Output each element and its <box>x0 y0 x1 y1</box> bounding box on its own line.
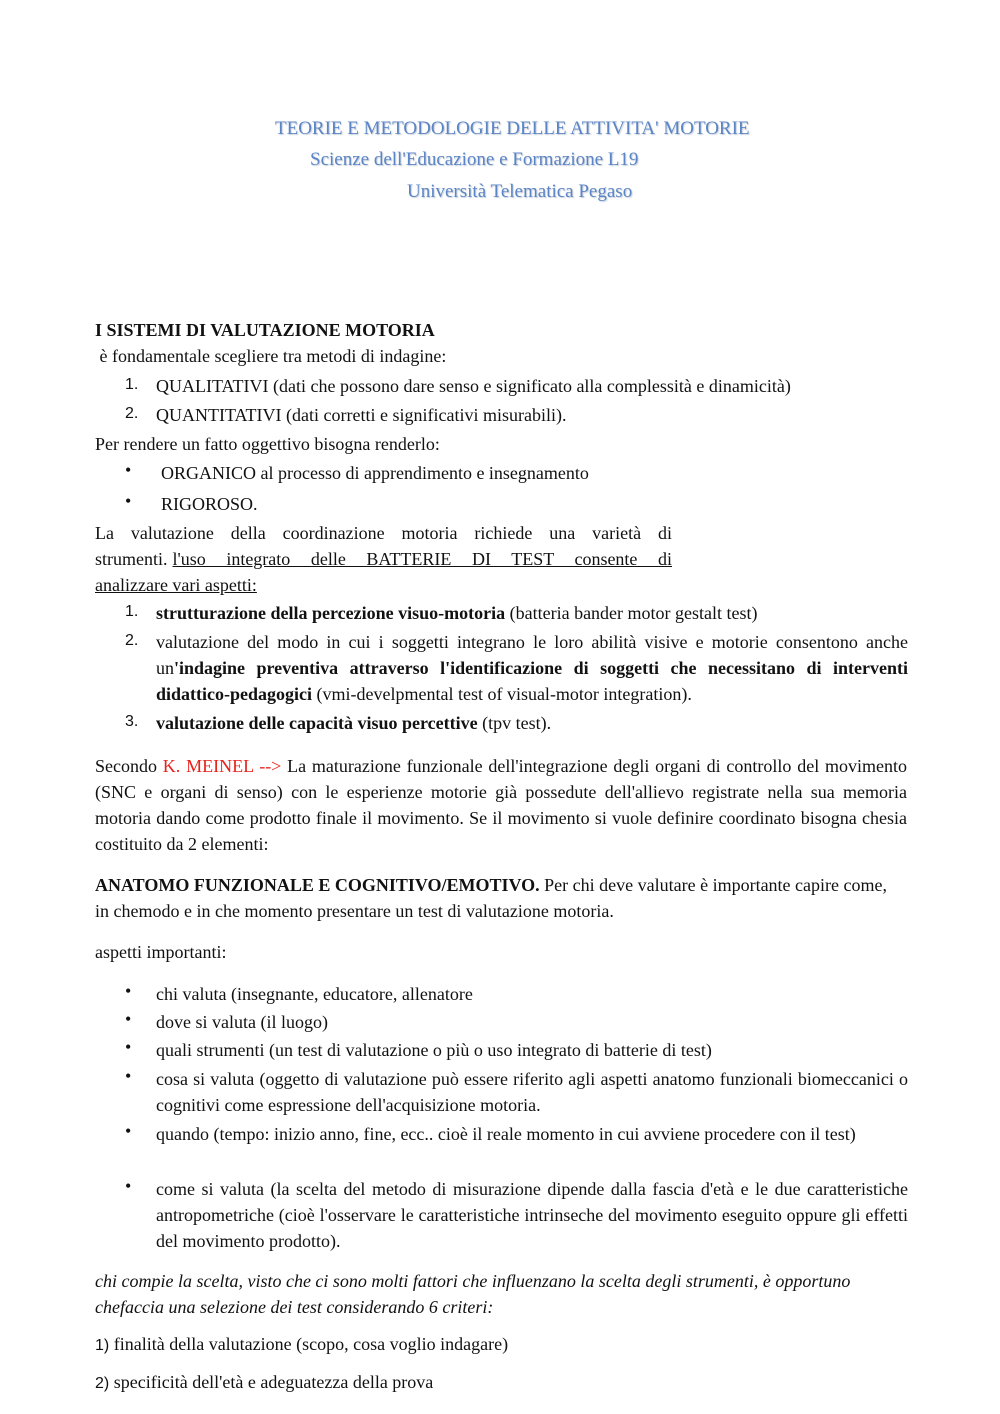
bullet-icon: • <box>125 1009 132 1029</box>
intro-text: è fondamentale scegliere tra metodi di indagine: <box>95 346 447 366</box>
criteria-item <box>95 1369 433 1397</box>
list-item-text: (vmi-develpmental test of visual-motor integration). <box>312 684 692 704</box>
paragraph-text: La maturazione funzionale dell'integrazione degli organi di controllo del movimento (SNC e organi di senso) con le esperienze motorie già possedute dell'allievo registrate nella sua memoria motoria dando come prodotto finale il movimento. Se il movimento si vuole definire coordinato bisogna chesia costituito da 2 elementi: <box>95 756 907 854</box>
list-item-text: (tpv test). <box>477 713 552 733</box>
list-item-text: valutazione del modo in cui i soggetti integrano le loro abilità visive e motorie consentono anche un <box>156 632 908 678</box>
bullet-icon: • <box>125 491 132 511</box>
list-number: 3. <box>125 713 139 730</box>
list-item: RIGOROSO. <box>161 494 258 514</box>
bullet-icon: • <box>125 1037 132 1057</box>
list-item-text: specificità dell'età e adeguatezza della prova <box>109 1372 434 1392</box>
list-item: quando (tempo: inizio anno, fine, ecc.. cioè il reale momento in cui avviene procedere con il test) <box>156 1124 856 1144</box>
author-name: K. MEINEL --> <box>162 756 282 776</box>
list-item: dove si valuta (il luogo) <box>156 1012 328 1032</box>
paragraph: Per rendere un fatto oggettivo bisogna renderlo: <box>95 434 440 454</box>
meinel-paragraph <box>95 753 907 857</box>
list-item <box>156 710 908 736</box>
list-item: chi valuta (insegnante, educatore, allenatore <box>156 984 473 1004</box>
paragraph-text: Per chi deve valutare è importante capire come, in chemodo e in che momento presentare un test di valutazione motoria. <box>95 875 887 921</box>
list-item-text: (batteria bander motor gestalt test) <box>505 603 758 623</box>
bullet-icon: • <box>125 1121 132 1141</box>
list-item: come si valuta (la scelta del metodo di misurazione dipende dalla fascia d'età e le due caratteristiche antropometriche (cioè l'osservare le caratteristiche intrinseche del movimento eseguito oppure gli effetti del movimento prodotto). <box>156 1179 908 1251</box>
paragraph-line <box>95 546 672 572</box>
paragraph-text: strumenti. <box>95 549 168 569</box>
list-number: 1. <box>125 376 139 393</box>
university-name: Università Telematica Pegaso <box>407 181 633 202</box>
list-number: 2. <box>125 632 139 649</box>
criteria-item <box>95 1331 508 1359</box>
list-number: 1) <box>95 1337 110 1354</box>
list-item: cosa si valuta (oggetto di valutazione può essere riferito agli aspetti anatomo funzionali biomeccanici o cognitivi come espressione dell'acquisizione motoria. <box>156 1069 908 1115</box>
bullet-icon: • <box>125 1176 132 1196</box>
course-title: TEORIE E METODOLOGIE DELLE ATTIVITA' MOTORIE <box>275 118 750 139</box>
list-item: QUANTITATIVI (dati corretti e significativi misurabili). <box>156 405 567 425</box>
list-number: 2) <box>95 1375 110 1392</box>
list-item: QUALITATIVI (dati che possono dare senso e significato alla complessità e dinamicità) <box>156 376 791 396</box>
list-number: 2. <box>125 405 139 422</box>
bullet-icon: • <box>125 1066 132 1086</box>
paragraph: aspetti importanti: <box>95 942 227 962</box>
degree-title: Scienze dell'Educazione e Formazione L19 <box>310 149 639 170</box>
list-item: ORGANICO al processo di apprendimento e insegnamento <box>161 463 589 483</box>
bold-text: ANATOMO FUNZIONALE E COGNITIVO/EMOTIVO. <box>95 875 540 895</box>
bold-text: 'indagine preventiva attraverso l'identificazione di soggetti che necessitano di interventi didattico-pedagogici <box>156 658 908 704</box>
list-number: 1. <box>125 603 139 620</box>
section-title: I SISTEMI DI VALUTAZIONE MOTORIA <box>95 320 435 340</box>
list-item <box>156 600 908 626</box>
criteria-intro: chi compie la scelta, visto che ci sono molti fattori che influenzano la scelta degli strumenti, è opportuno chefaccia una selezione dei test considerando 6 criteri: <box>95 1271 851 1317</box>
underlined-text: l'uso integrato delle BATTERIE DI TEST consente di <box>172 549 672 569</box>
paragraph-text: Secondo <box>95 756 163 776</box>
bold-text: strutturazione della percezione visuo-motoria <box>156 603 506 623</box>
list-item <box>156 629 908 707</box>
bullet-icon: • <box>125 460 132 480</box>
underlined-text: analizzare vari aspetti: <box>95 575 257 595</box>
list-item-text: finalità della valutazione (scopo, cosa voglio indagare) <box>109 1334 509 1354</box>
bullet-icon: • <box>125 981 132 1001</box>
anatomo-paragraph <box>95 872 895 924</box>
bold-text: valutazione delle capacità visuo percettive <box>156 713 478 733</box>
list-item: quali strumenti (un test di valutazione o più o uso integrato di batterie di test) <box>156 1040 712 1060</box>
paragraph-line: La valutazione della coordinazione motoria richiede una varietà di <box>95 523 672 543</box>
